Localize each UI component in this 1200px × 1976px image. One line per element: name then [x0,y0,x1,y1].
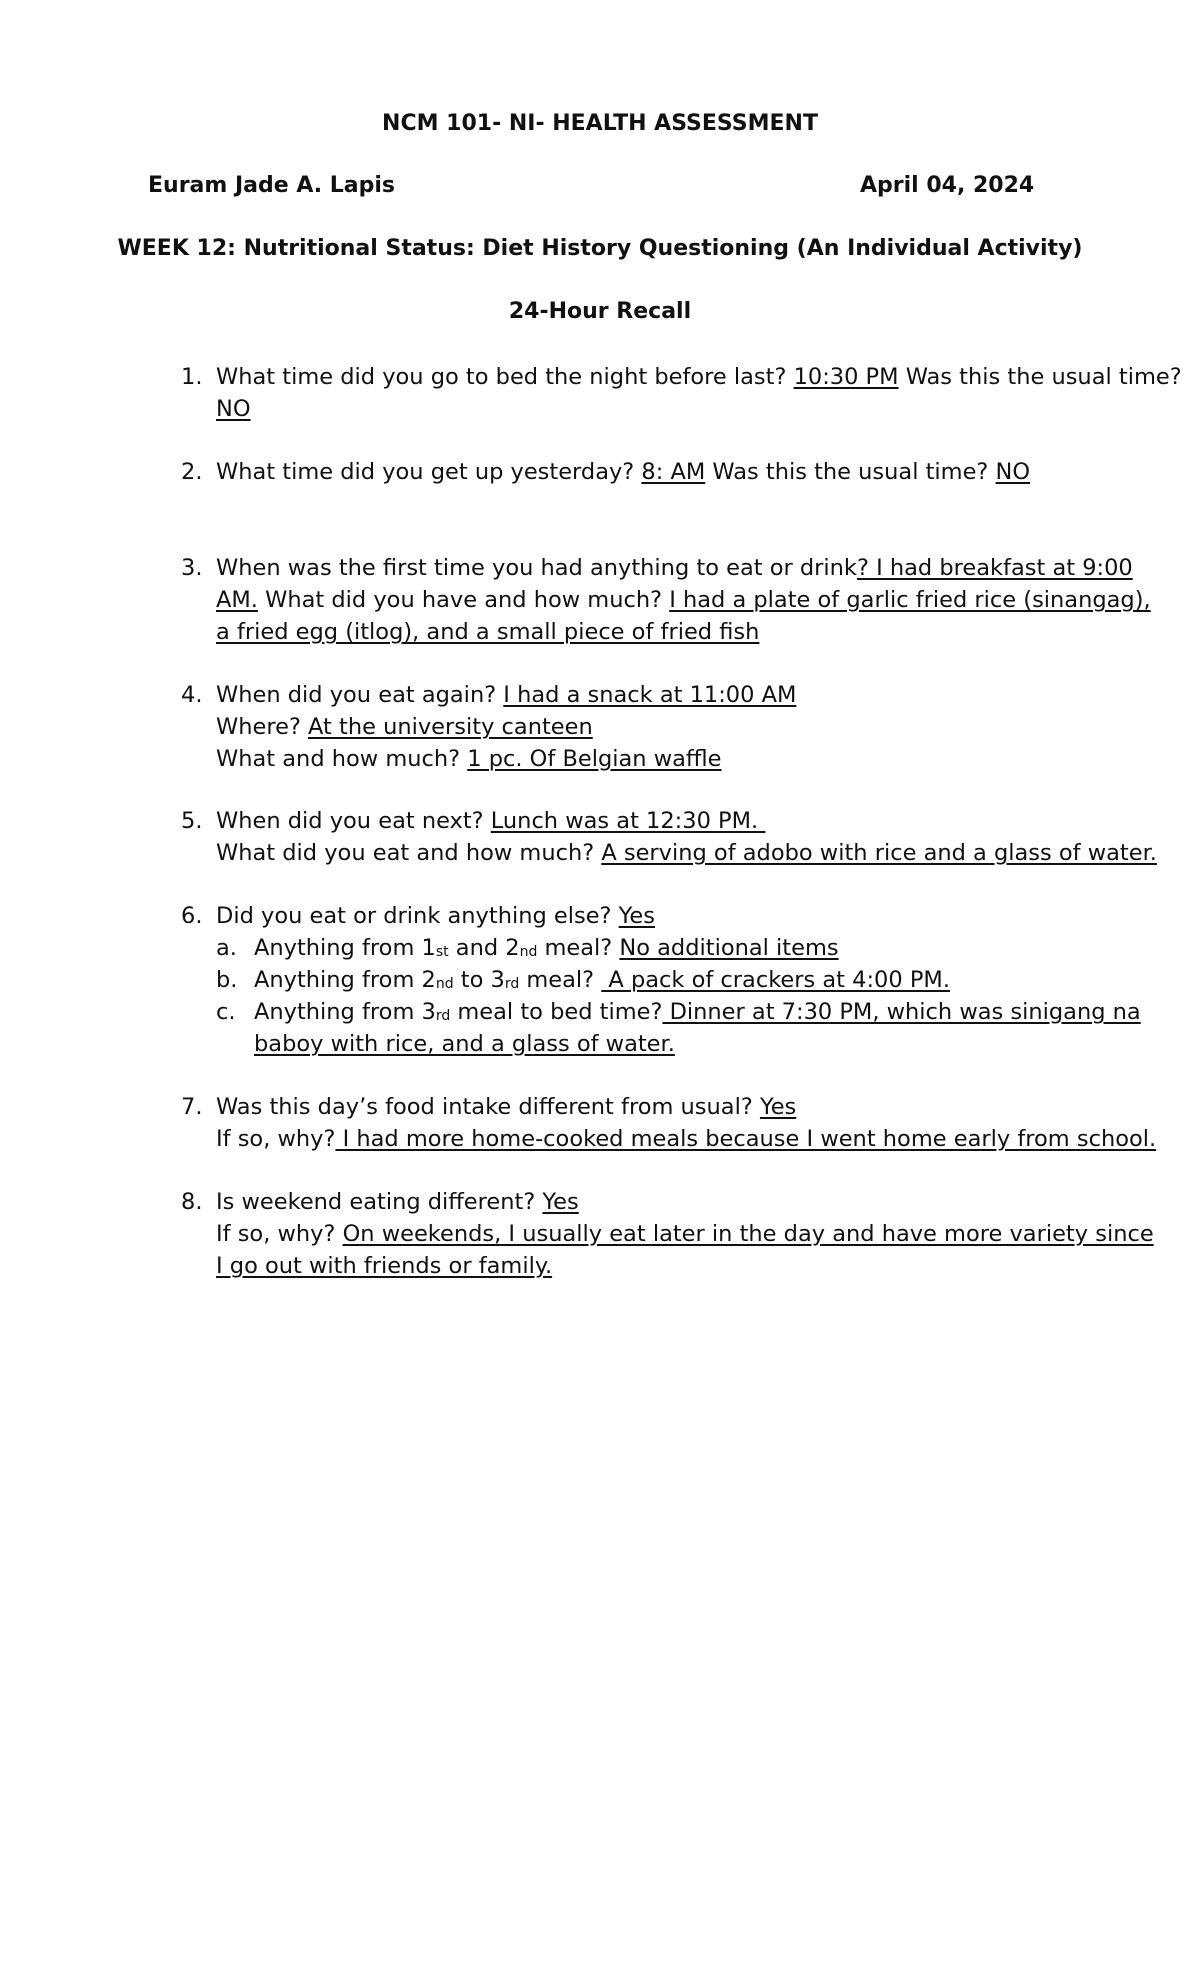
activity-title: WEEK 12: Nutritional Status: Diet History Questioning (An Individual Activity) [117,236,1083,261]
answer: Yes [618,903,655,929]
answer: NO [216,396,251,422]
answer: On weekends, I usually eat later in the day and have more variety since [342,1221,1154,1247]
question-line: Did you eat or drink anything else? Yes [216,903,655,929]
question-number: 2. [181,459,203,485]
answer: Lunch was at 12:30 PM. [490,808,766,834]
question-line: AM. What did you have and how much? I had a plate of garlic fried rice (sinangag), [216,587,1151,613]
question-line: When was the first time you had anything to eat or drink? I had breakfast at 9:00 [216,555,1133,581]
question-number: 1. [181,364,203,390]
answer-line [216,616,759,648]
answer: I had a snack at 11:00 AM [503,682,797,708]
sub-question-c: Anything from 3rd meal to bed time? Dinner at 7:30 PM, which was sinigang na [254,999,1141,1025]
question-number: 4. [181,682,203,708]
answer-line [216,1250,552,1282]
answer: ? I had breakfast at 9:00 [856,555,1133,581]
question-number: 3. [181,555,203,581]
answer: AM. [216,587,258,613]
question-line: Where? At the university canteen [216,714,593,740]
question-number: 7. [181,1094,203,1120]
answer: I had more home-cooked meals because I went home early from school. [335,1126,1157,1152]
answer: Yes [759,1094,797,1120]
answer-line [216,393,251,425]
question-line: What time did you go to bed the night before last? 10:30 PM Was this the usual time? [216,364,1182,390]
sub-question-a: Anything from 1st and 2nd meal? No additional items [254,935,839,961]
answer: 8: AM [641,459,706,485]
question-line: What time did you get up yesterday? 8: AM Was this the usual time? NO [216,459,1031,485]
sub-question-b: Anything from 2nd to 3rd meal? A pack of crackers at 4:00 PM. [254,967,950,993]
question-line: Was this day’s food intake different from usual? Yes [216,1094,797,1120]
answer: A serving of adobo with rice and a glass of water. [601,840,1157,866]
answer: 1 pc. Of Belgian waffle [467,746,722,772]
answer: A pack of crackers at 4:00 PM. [601,967,950,993]
answer: I go out with friends or family. [216,1253,553,1279]
question-line: Is weekend eating different? Yes [216,1189,579,1215]
question-line: When did you eat again? I had a snack at 11:00 AM [216,682,797,708]
question-line: When did you eat next? Lunch was at 12:30 PM. [216,808,766,834]
answer: I had a plate of garlic fried rice (sinangag), [669,587,1151,613]
question-number: 5. [181,808,203,834]
answer: Dinner at 7:30 PM, which was sinigang na [662,999,1141,1025]
question-line: If so, why? I had more home-cooked meals because I went home early from school. [216,1126,1157,1152]
student-name: Euram Jade A. Lapis [148,173,396,198]
answer: baboy with rice, and a glass of water. [254,1031,675,1057]
answer: NO [995,459,1031,485]
answer: At the university canteen [308,714,593,740]
question-line: If so, why? On weekends, I usually eat later in the day and have more variety since [216,1221,1154,1247]
question-number: 8. [181,1189,203,1215]
answer: a fried egg (itlog), and a small piece of fried fish [216,619,760,645]
sub-item-label: a. [216,935,237,961]
answer: Yes [542,1189,579,1215]
answer: 10:30 PM [793,364,899,390]
document-date: April 04, 2024 [860,173,1035,198]
sub-item-label: c. [216,999,236,1025]
section-subtitle: 24-Hour Recall [508,299,692,324]
course-title: NCM 101- NI- HEALTH ASSESSMENT [382,111,818,136]
question-line: What and how much? 1 pc. Of Belgian waffle [216,746,722,772]
answer-line [254,1028,675,1060]
answer: No additional items [619,935,839,961]
question-line: What did you eat and how much? A serving of adobo with rice and a glass of water. [216,840,1157,866]
question-number: 6. [181,903,203,929]
sub-item-label: b. [216,967,238,993]
